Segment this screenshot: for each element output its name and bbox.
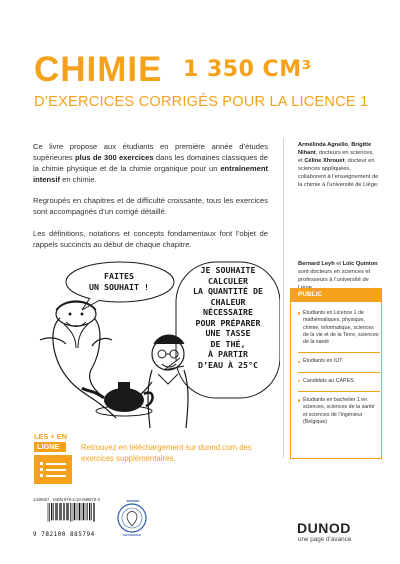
seal-text-top: IMPRIMÉ [126, 499, 140, 503]
book-subtitle: D’EXERCICES CORRIGÉS POUR LA LICENCE 1 [34, 94, 369, 110]
public-item: Étudiants en bachelier 1 en sciences, sciences de la santé et sciences de l’ingénieur (Belgique) [298, 391, 380, 426]
book-title-handwritten: 1 350 CM³ [183, 57, 312, 82]
online-badge-line1: LES + EN [34, 432, 68, 441]
public-item: Candidats au CAPES [298, 372, 380, 385]
public-item: Étudiants en Licence 1 de mathématiques, physique, chimie, informatique, sciences de la vie et de la Terre, sciences de la santé [298, 310, 380, 346]
public-list [298, 310, 380, 432]
barcode-image [33, 503, 113, 531]
public-item: Étudiants en IUT [298, 352, 380, 365]
publisher-logo: DUNOD [297, 520, 351, 536]
genie-speech-bubble: FAITES UN SOUHAIT ! [89, 271, 149, 292]
description-paragraph-1: Ce livre propose aux étudiants en première année d’études supérieures plus de 300 exercices dans les domaines classiques de la chimie physique et de la chimie organique pour un entraînement intensif en chimie. [33, 142, 268, 184]
man-speech-bubble: JE SOUHAITE CALCULER LA QUANTITÉ DE CHALEUR NÉCESSAIRE POUR PRÉPARER UNE TASSE DE THÉ, À PARTIR D’EAU À 25°C [193, 265, 263, 370]
book-title: CHIMIE [34, 50, 163, 89]
online-badge-line2: LIGNE [34, 442, 66, 452]
publisher-tagline: une page d’avance [298, 536, 352, 543]
description-paragraph-2: Regroupés en chapitres et de difficulté croissante, tous les exercices sont accompagnés d’un corrigé détaillé. [33, 196, 268, 216]
barcode-digits: 9 782100 885794 [33, 531, 95, 538]
description-paragraph-3: Les définitions, notations et concepts fondamentaux font l’objet de rappels succincts au début de chaque chapitre. [33, 229, 268, 249]
seal-text-bottom: EN FRANCE [123, 533, 141, 537]
authors-paragraph-2: Bernard Leyh et Loïc Quinton sont docteurs en sciences et professeurs à l’université de [298, 261, 378, 283]
column-divider [283, 138, 284, 458]
isbn-text: 1346527 · ISBN 978-2-10-088579-4 [33, 497, 100, 502]
authors-paragraph-1: Armélinda Agnello, Brigitte Nihant, docteurs en sciences, et Céline Xhrouet, docteur en sciences appliquées, collaborent à l’enseignement de la chimie à l’université de Liège. [298, 142, 379, 188]
public-label: PUBLIC [290, 288, 382, 302]
online-list-icon [34, 455, 72, 484]
online-download-text: Retrouvez en téléchargement sur dunod.com des exercices supplémentaires. [81, 443, 252, 463]
